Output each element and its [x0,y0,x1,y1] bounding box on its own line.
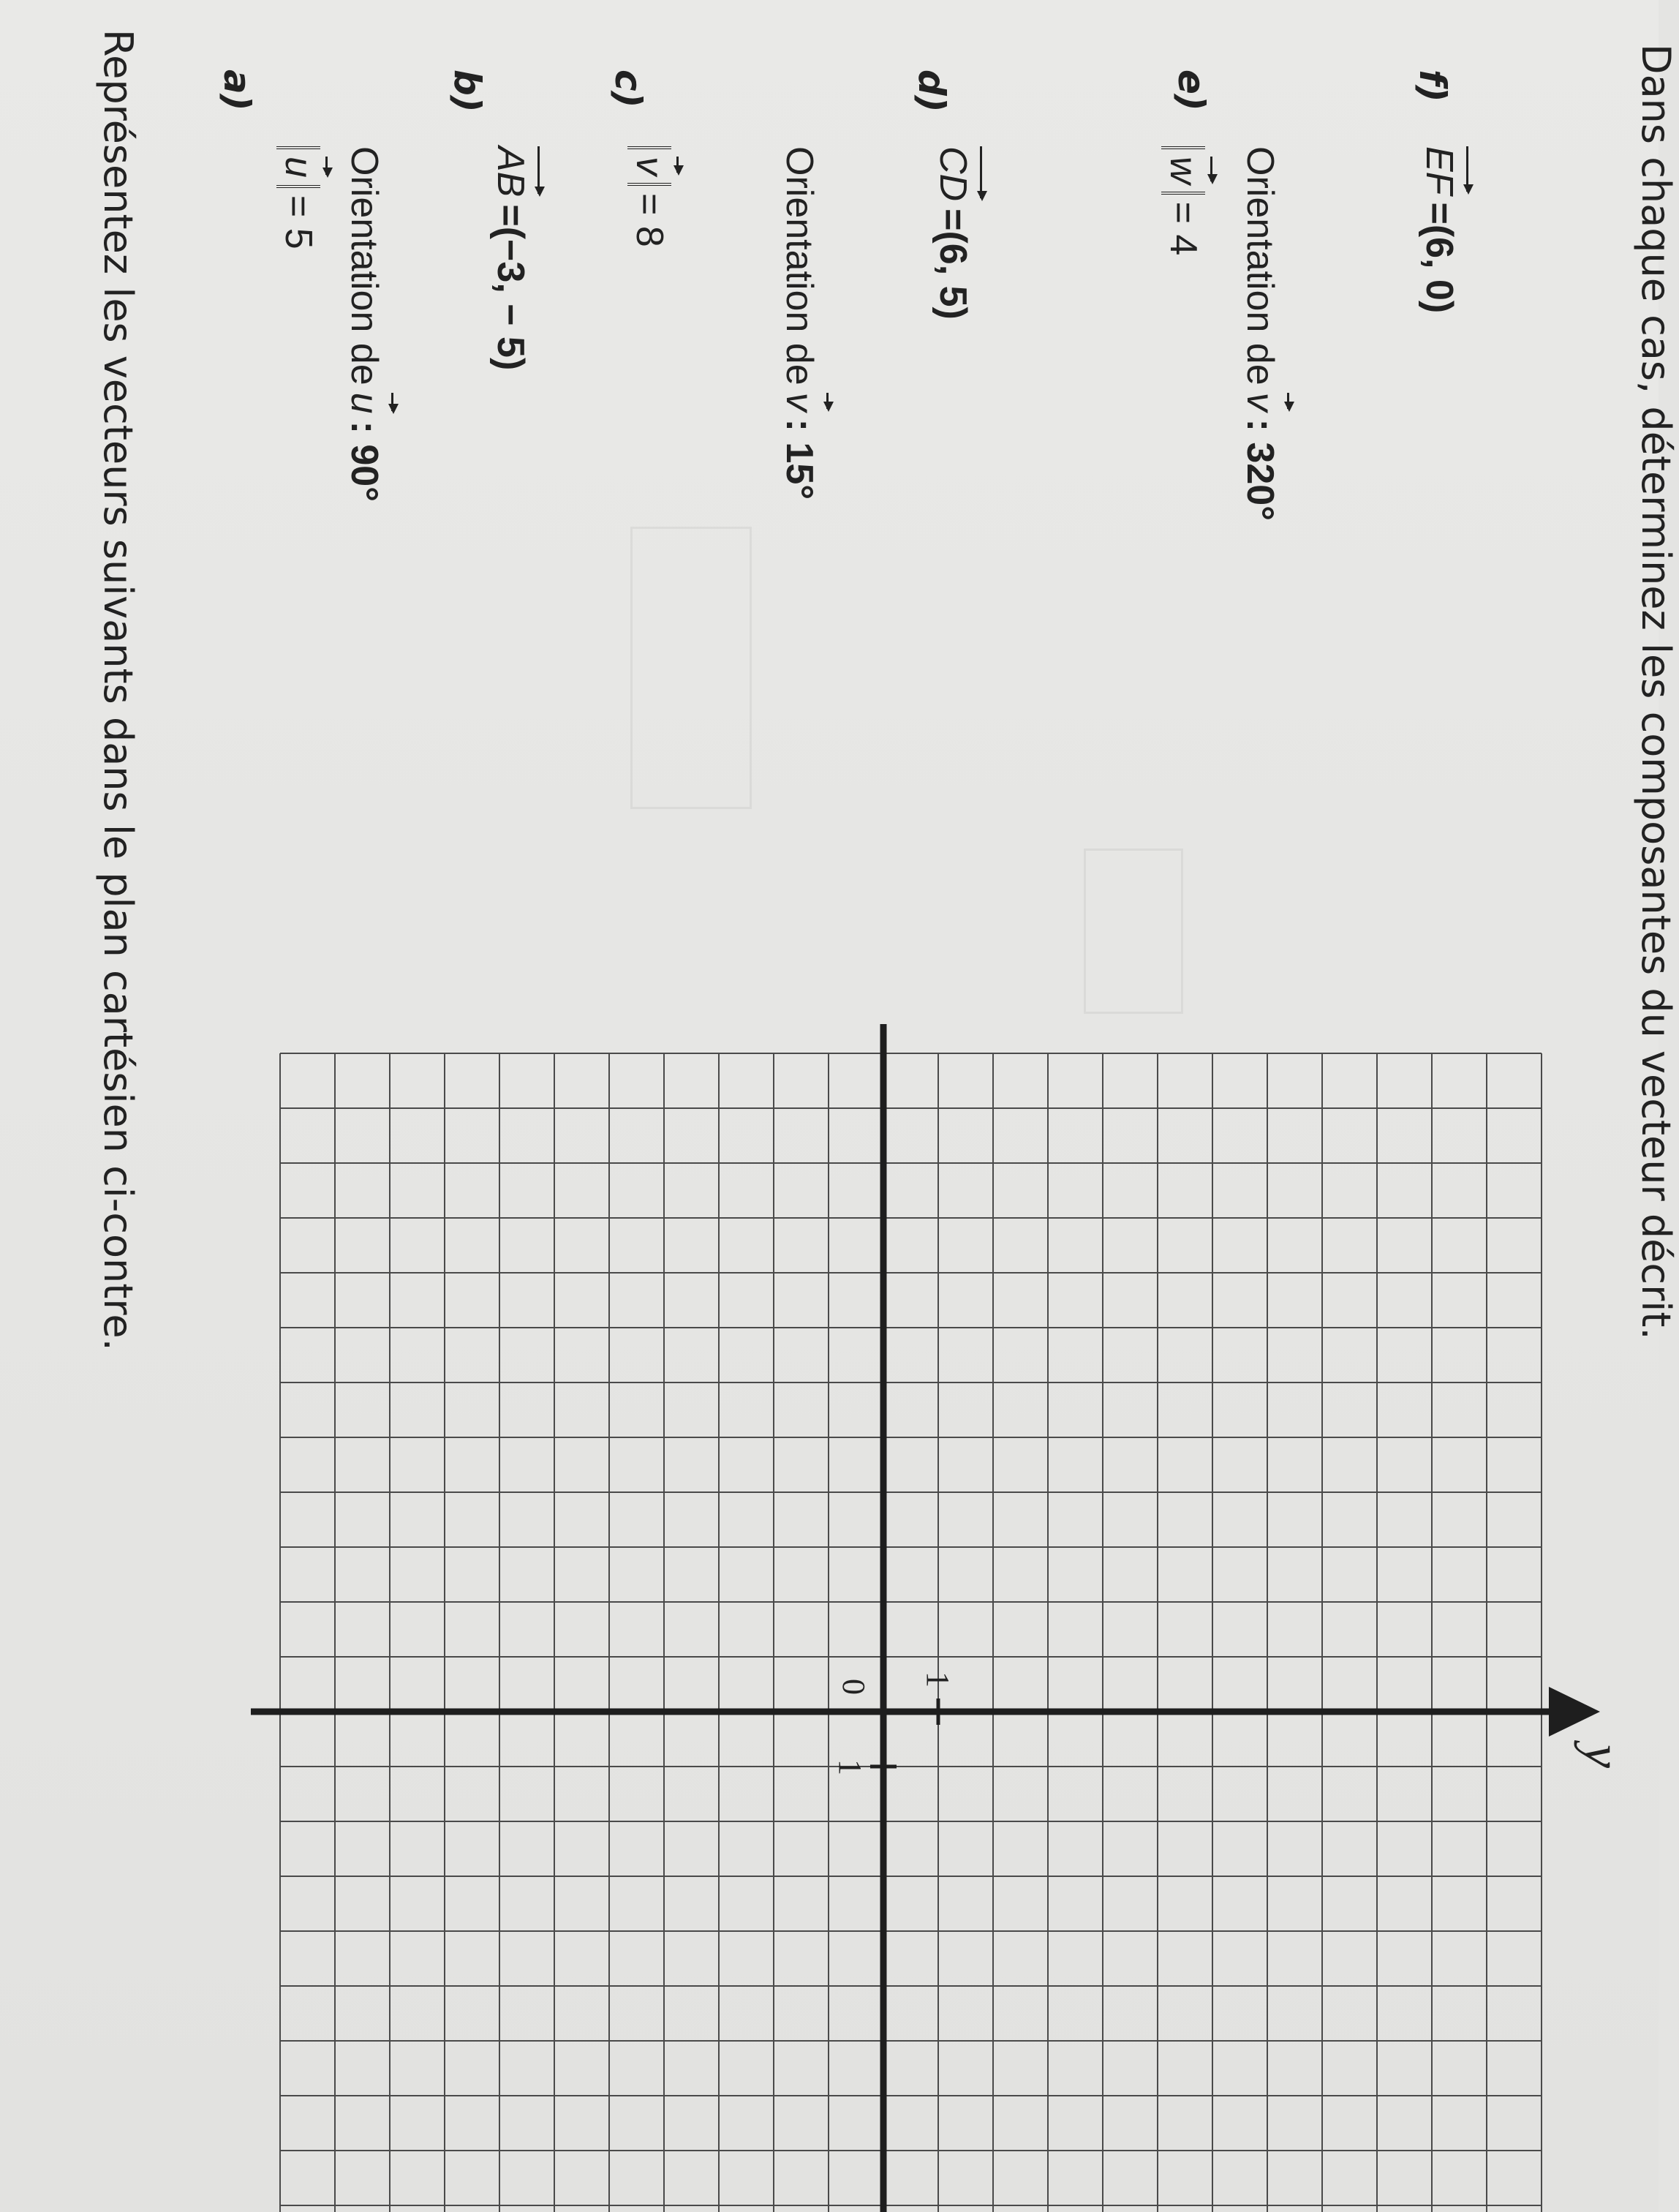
vector-u: u [343,392,385,414]
item-label-a: a) [216,69,258,111]
item-label-b: b) [446,69,488,113]
vector-v: v [1239,392,1281,412]
item-e-norm [1161,146,1205,255]
norm-value: = 8 [628,193,671,247]
norm-value: = 4 [1162,201,1204,256]
grid-lines [280,1053,1542,2212]
bleed-through-box [630,527,752,809]
components-value: =(−3, − 5) [489,204,532,371]
item-d-components [931,146,975,320]
orientation-prefix: Orientation de [1239,146,1281,385]
orientation-value: : 90° [343,421,385,502]
components-value: =(6, 5) [932,208,974,320]
orientation-prefix: Orientation de [343,146,385,385]
item-c-norm [627,146,671,247]
x-unit-label: 1 [832,1759,868,1775]
item-label-c: c) [607,69,649,108]
origin-label: 0 [836,1679,872,1695]
orientation-prefix: Orientation de [778,146,820,385]
axes [251,1024,1600,2212]
norm-value: = 5 [277,195,320,249]
item-b-components [488,146,532,370]
y-unit-label: 1 [920,1671,956,1688]
norm-bars [276,146,320,188]
vector-EF: EF [1418,146,1460,195]
orientation-value: : 320° [1239,418,1281,521]
vector-u: u [277,157,320,178]
item-f-components [1417,146,1461,313]
vector-v: v [778,392,820,412]
item-label-f: f) [1411,69,1454,102]
norm-bars [1161,146,1205,195]
item-label-d: d) [910,69,953,113]
orientation-value: : 15° [778,418,820,500]
footer-text: Dans chaque cas, déterminez les composantes du vecteur décrit. [1633,44,1679,1340]
vector-AB: AB [489,146,532,198]
norm-bars [627,146,671,186]
instruction-text: Représentez les vecteurs suivants dans le plan cartésien ci-contre. [95,29,141,1351]
cartesian-plane [159,1009,1651,2209]
components-value: =(6, 0) [1418,202,1460,314]
item-a-norm [276,146,320,249]
item-a-orientation [342,146,386,502]
item-e-orientation [1238,146,1282,521]
y-axis-arrow [1549,1687,1600,1737]
item-c-orientation [777,146,821,500]
vector-CD: CD [932,146,974,202]
item-label-e: e) [1170,69,1212,111]
y-axis-label: y [1574,1745,1632,1768]
vector-w: w [1162,157,1204,184]
vector-v: v [628,157,671,176]
bleed-through-box [1084,849,1183,1014]
